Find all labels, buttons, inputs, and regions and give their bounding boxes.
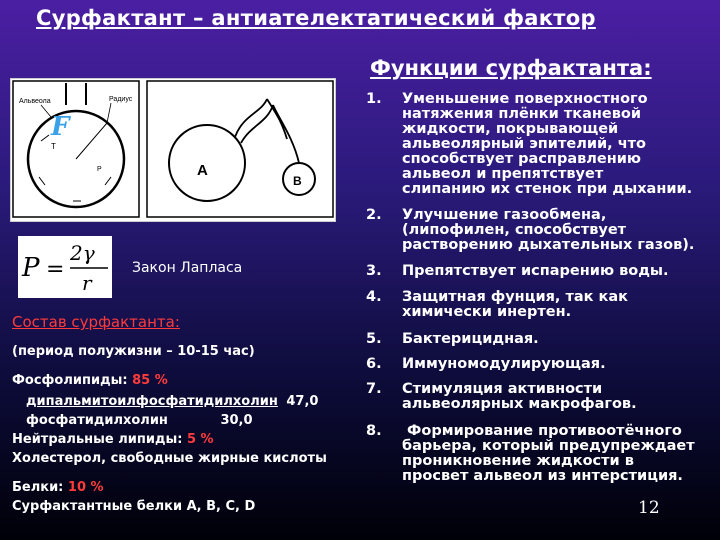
function-line: (липофилен, способствует [402,222,627,238]
function-line: просвет альвеол из интерстиция. [402,468,683,484]
formula-eq: = [46,257,65,282]
formula-numerator: 2γ [70,241,95,265]
laplace-formula [18,236,112,298]
radius-leader [107,103,111,123]
alveola-label: Альвеола [19,98,51,105]
phospholipids-label: Фосфолипиды: [12,373,128,388]
dppc-row [26,394,318,409]
function-line: альвеолярных макрофагов. [402,396,637,412]
radius-label: Радиус [109,96,133,103]
alveola-neck [66,83,86,105]
function-text [402,382,720,412]
neutral-lipids-row [12,432,214,447]
function-line: Препятствует испарению воды. [402,263,669,279]
right-panel-frame [147,81,333,217]
function-line: способствует расправлению [402,151,642,167]
function-number: 6. [366,356,382,372]
function-line: альвеолярный эпителий, что [402,136,647,152]
surfactant-proteins-row: Сурфактантные белки А, В, С, D [12,499,256,514]
phospholipids-row [12,373,168,388]
p-label: P [97,166,102,173]
function-line: Уменьшение поверхностного [402,91,648,107]
alveola-figure [10,78,336,222]
function-text [402,424,720,484]
force-label: F [51,112,70,142]
function-number: 2. [366,207,382,223]
composition-title: Состав сурфактанта: [12,313,180,331]
function-line: Бактерицидная. [402,331,539,347]
formula-denominator: r [82,271,92,295]
function-line: Защитная фунция, так как [402,289,629,305]
function-text [402,92,720,197]
function-text [402,357,720,372]
function-number: 8. [366,423,382,439]
function-line: растворению дыхательных газов). [402,237,695,253]
function-line: Формирование противоотёчного [402,423,682,439]
function-line: Иммуномодулирующая. [402,356,606,372]
function-text [402,332,720,347]
alveola-leader [41,105,51,117]
t-label: T [51,142,56,151]
function-line: химически инертен. [402,304,572,320]
function-line: Улучшение газообмена, [402,207,607,223]
formula-svg [18,236,112,298]
function-number: 1. [366,91,382,107]
formula-p: P [22,253,40,283]
dppc-value: 47,0 [286,394,319,409]
neutral-label: Нейтральные липиды: [12,432,183,447]
neutral-value: 5 % [186,432,214,447]
proteins-row [12,480,104,495]
slide-title: Сурфактант – антиателектатический фактор [36,6,596,30]
proteins-label: Белки: [12,480,64,495]
function-line: жидкости, покрывающей [402,121,619,137]
pc-value: 30,0 [220,413,253,428]
function-line: проникновение жидкости в [402,453,634,469]
function-text [402,208,720,253]
function-number: 3. [366,263,382,279]
radius-line [76,123,107,159]
function-line: альвеол и препятствует [402,166,604,182]
functions-heading: Функции сурфактанта: [370,56,652,80]
function-number: 5. [366,331,382,347]
laplace-label: Закон Лапласа [132,260,243,276]
pc-row [26,413,253,428]
proteins-value: 10 % [67,480,104,495]
half-life: (период полужизни – 10-15 час) [12,344,255,359]
function-number: 4. [366,289,382,305]
function-number: 7. [366,381,382,397]
pc-label: фосфатидилхолин [26,413,168,428]
function-line: барьера, который предупреждает [402,438,695,454]
function-line: натяжения плёнки тканевой [402,106,642,122]
function-line: Стимуляция активности [402,381,603,397]
cholesterol-row: Холестерол, свободные жирные кислоты [12,451,327,466]
function-line: слипанию их стенок при дыхании. [402,181,693,197]
page-number: 12 [638,498,660,518]
alveola-diagram [11,79,335,221]
dppc-label: дипальмитоилфосфатидилхолин [26,394,278,409]
label-b: B [293,174,302,188]
function-text [402,290,720,320]
phospholipids-value: 85 % [132,373,168,388]
label-a: A [197,162,208,179]
function-text [402,264,720,279]
